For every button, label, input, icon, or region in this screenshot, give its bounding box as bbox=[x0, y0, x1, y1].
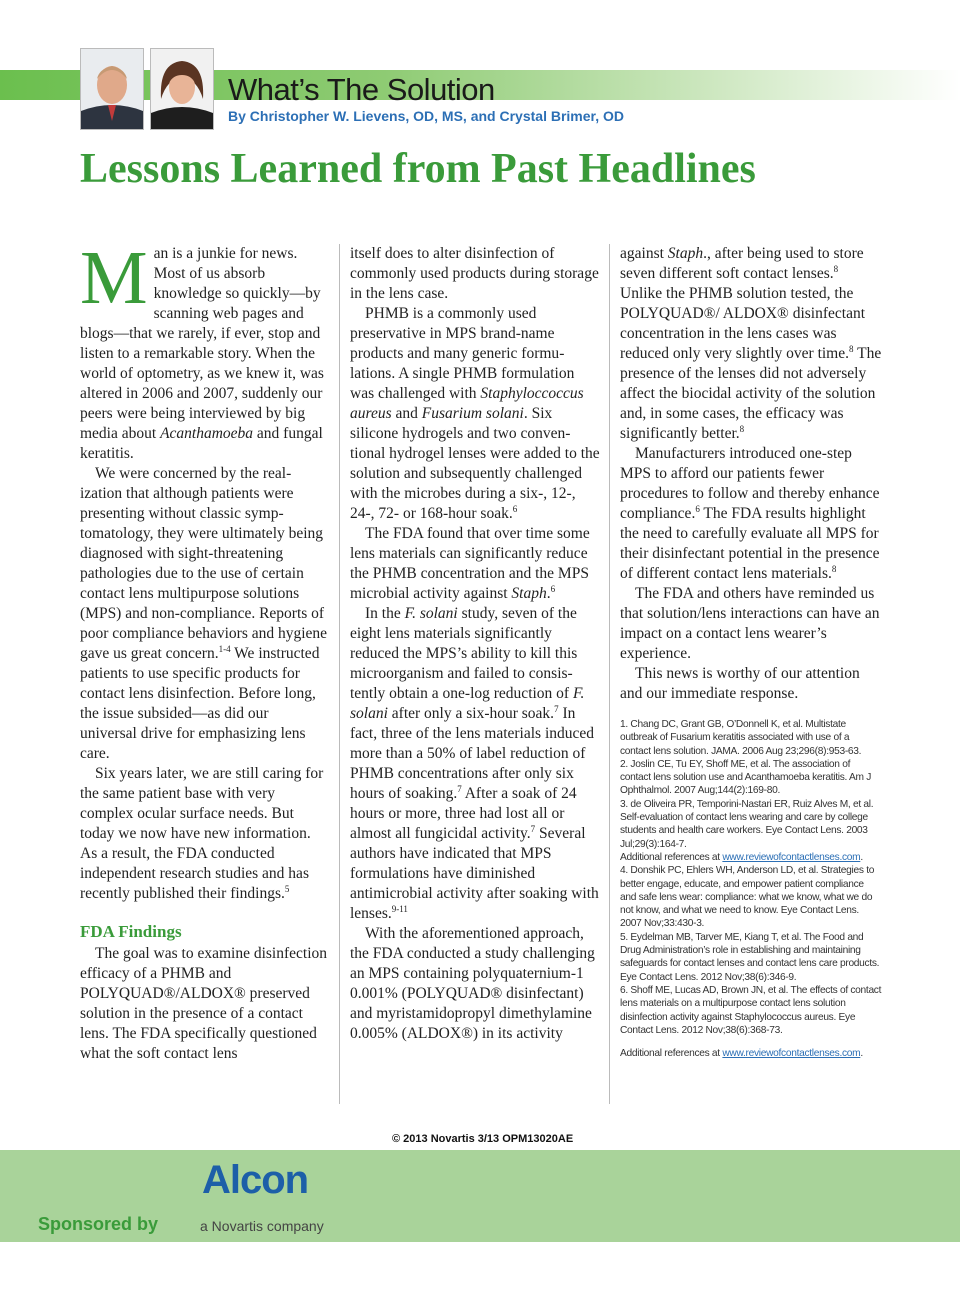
paragraph: In the F. solani study, seven of the eight lens materials significantly reduced the MPS’s ability to kill this microorganism and failed to consistently obtain a one-log reduction of F. solani after only a six-hour soak.$^7$ In fact, three of the lens materials induced more than a 50% of label reduction of PHMB concentrations after only six hours of soaking.$^7$ After a soak of 24 hours or more, three had lost all or almost all fungicidal activity.$^7$ Several authors have indicated that MPS formulations have diminished antimicrobial activity after soaking with lenses.$^{9-11}$ bbox=[350, 605, 599, 922]
reference-item: 2. Joslin CE, Tu EY, Shoff ME, et al. The association of contact lens solution use and Acanthamoeba keratitis. Am J Ophthalmol. 2007 Aug;144(2):169-80. bbox=[620, 758, 872, 797]
additional-references: Additional references at www.reviewofcontactlenses.com. bbox=[620, 1048, 863, 1060]
headline: Lessons Learned from Past Headlines bbox=[80, 146, 756, 192]
paragraph: The goal was to examine disinfection efficacy of a PHMB and POLYQUAD®/ALDOX® preserved solution in the presence of a contact lens. The FDA specifically questioned what the soft contact lens bbox=[80, 945, 328, 1062]
paragraph: against Staph., after being used to store seven different soft contact lenses.$^8$ Unlike the PHMB solution tested, the POLYQUAD®/ ALDOX® disinfectant concentration in the lens cases was reduced only very slightly over time.$^8$ The presence of the lenses did not adversely affect the biocidal activity of the solution and, in some cases, the efficacy was significantly better.$^8$ bbox=[620, 245, 882, 442]
column-divider bbox=[339, 244, 340, 1104]
paragraph: PHMB is a commonly used preservative in MPS brand-name products and many generic formulations. A single PHMB formulation was challenged with Staphyloccoccus aureus and Fusarium solani. Six silicone hydrogels and two conventional hydrogel lenses were added to the solution and subsequently challenged with the microbes during a six-, 12-, 24-, 72- or 168-hour soak.$^6$ bbox=[350, 305, 600, 522]
references-list bbox=[620, 718, 882, 1060]
paragraph: We were concerned by the realization that although patients were presenting without classic symptomatology, they were ultimately being diagnosed with sight-threatening pathologies due to the use of certain contact lens multipurpose solutions (MPS) and non-compliance. Reports of poor compliance behaviors and hygiene gave us great concern.$^{1-4}$ We instructed patients to use specific products for contact lens disinfection. Before long, the issue subsided—as did our universal drive for emphasizing lens care. bbox=[80, 465, 328, 762]
novartis-tagline: a Novartis company bbox=[200, 1218, 324, 1234]
article-column-3 bbox=[620, 244, 882, 1060]
column-title: What’s The Solution bbox=[228, 72, 495, 107]
paragraph: This news is worthy of our attention and our immediate response. bbox=[620, 665, 860, 702]
subhead-fda-findings: FDA Findings bbox=[80, 922, 182, 941]
reference-link[interactable]: www.reviewofcontactlenses.com bbox=[722, 1048, 861, 1060]
paragraph: Man is a junkie for news. Most of us absorb knowledge so quickly—by scanning web pages and blogs—that we rarely, if ever, stop and listen to a remarkable story. When the world of optometry, as we knew it, was altered in 2006 and 2007, suddenly our peers were being interviewed by big media about Acanthamoeba and fungal keratitis. bbox=[80, 236, 324, 462]
paragraph: Six years later, we are still caring for the same patient base with very complex ocular surface needs. But today we now have new information. As a result, the FDA conducted independent research studies and has recently published their findings.$^5$ bbox=[80, 765, 324, 902]
alcon-logo: Alcon bbox=[202, 1158, 309, 1202]
reference-item: Additional references at www.reviewofcontactlenses.com. bbox=[620, 851, 863, 863]
reference-item: 5. Eydelman MB, Tarver ME, Kiang T, et al. The Food and Drug Administration’s role in establishing and maintaining safeguards for contact lenses and contact lens care products. Eye Contact Lens. 2012 Nov;38(6):346-9. bbox=[620, 931, 880, 983]
author-photo-lievens bbox=[80, 48, 144, 130]
paragraph: The FDA found that over time some lens materials can significantly reduce the PHMB concentration and the MPS microbial activity against Staph.$^6$ bbox=[350, 525, 590, 602]
paragraph: With the aforementioned approach, the FDA conducted a study challenging an MPS containing polyquaternium-1 0.001% (POLYQUAD® disinfectant) and myristamidopropyl dimethylamine 0.005% (ALDOX®) in its activity bbox=[350, 925, 595, 1042]
paragraph: The FDA and others have reminded us that solution/lens interactions can have an impact on a contact lens wearer’s experience. bbox=[620, 585, 880, 662]
article-column-1 bbox=[80, 236, 328, 1064]
article-column-2 bbox=[350, 244, 600, 1044]
reference-item: 3. de Oliveira PR, Temporini-Nastari ER, Ruiz Alves M, et al. Self-evaluation of contact lens wearing and care by college students and health care workers. Eye Contact Lens. 2003 Jul;29(3):164-7. bbox=[620, 798, 874, 850]
paragraph: Manufacturers introduced one-step MPS to afford our patients fewer procedures to follow and thereby enhance compliance.$^6$ The FDA results highlight the need to carefully evaluate all MPS for their disinfectant potential in the presence of different contact lens materials.$^8$ bbox=[620, 445, 880, 582]
paragraph: itself does to alter disinfection of commonly used products during storage in the lens case. bbox=[350, 245, 599, 302]
reference-item: 6. Shoff ME, Lucas AD, Brown JN, et al. The effects of contact lens materials on a multipurpose contact lens solution disinfection activity against Staphylococcus aureus. Eye Contact Lens. 2012 Nov;38(6):368-73. bbox=[620, 984, 882, 1036]
reference-link[interactable]: www.reviewofcontactlenses.com bbox=[722, 851, 861, 863]
sponsored-by-label: Sponsored by bbox=[38, 1214, 159, 1234]
byline: By Christopher W. Lievens, OD, MS, and Crystal Brimer, OD bbox=[228, 108, 624, 124]
reference-item: 1. Chang DC, Grant GB, O’Donnell K, et al. Multistate outbreak of Fusarium keratitis associated with use of a contact lens solution. JAMA. 2006 Aug 23;296(8):953-63. bbox=[620, 719, 862, 757]
copyright-line: © 2013 Novartis 3/13 OPM13020AE bbox=[392, 1133, 574, 1145]
drop-cap: M bbox=[80, 236, 148, 320]
author-photo-brimer bbox=[150, 48, 214, 130]
column-divider bbox=[609, 244, 610, 1104]
reference-item: 4. Donshik PC, Ehlers WH, Anderson LD, et al. Strategies to better engage, educate, and empower patient compliance and safe lens wear: compliance: what we know, what we do not know, and what we need to know. Eye Contact Lens. 2007 Nov;33:430-3. bbox=[620, 865, 875, 930]
